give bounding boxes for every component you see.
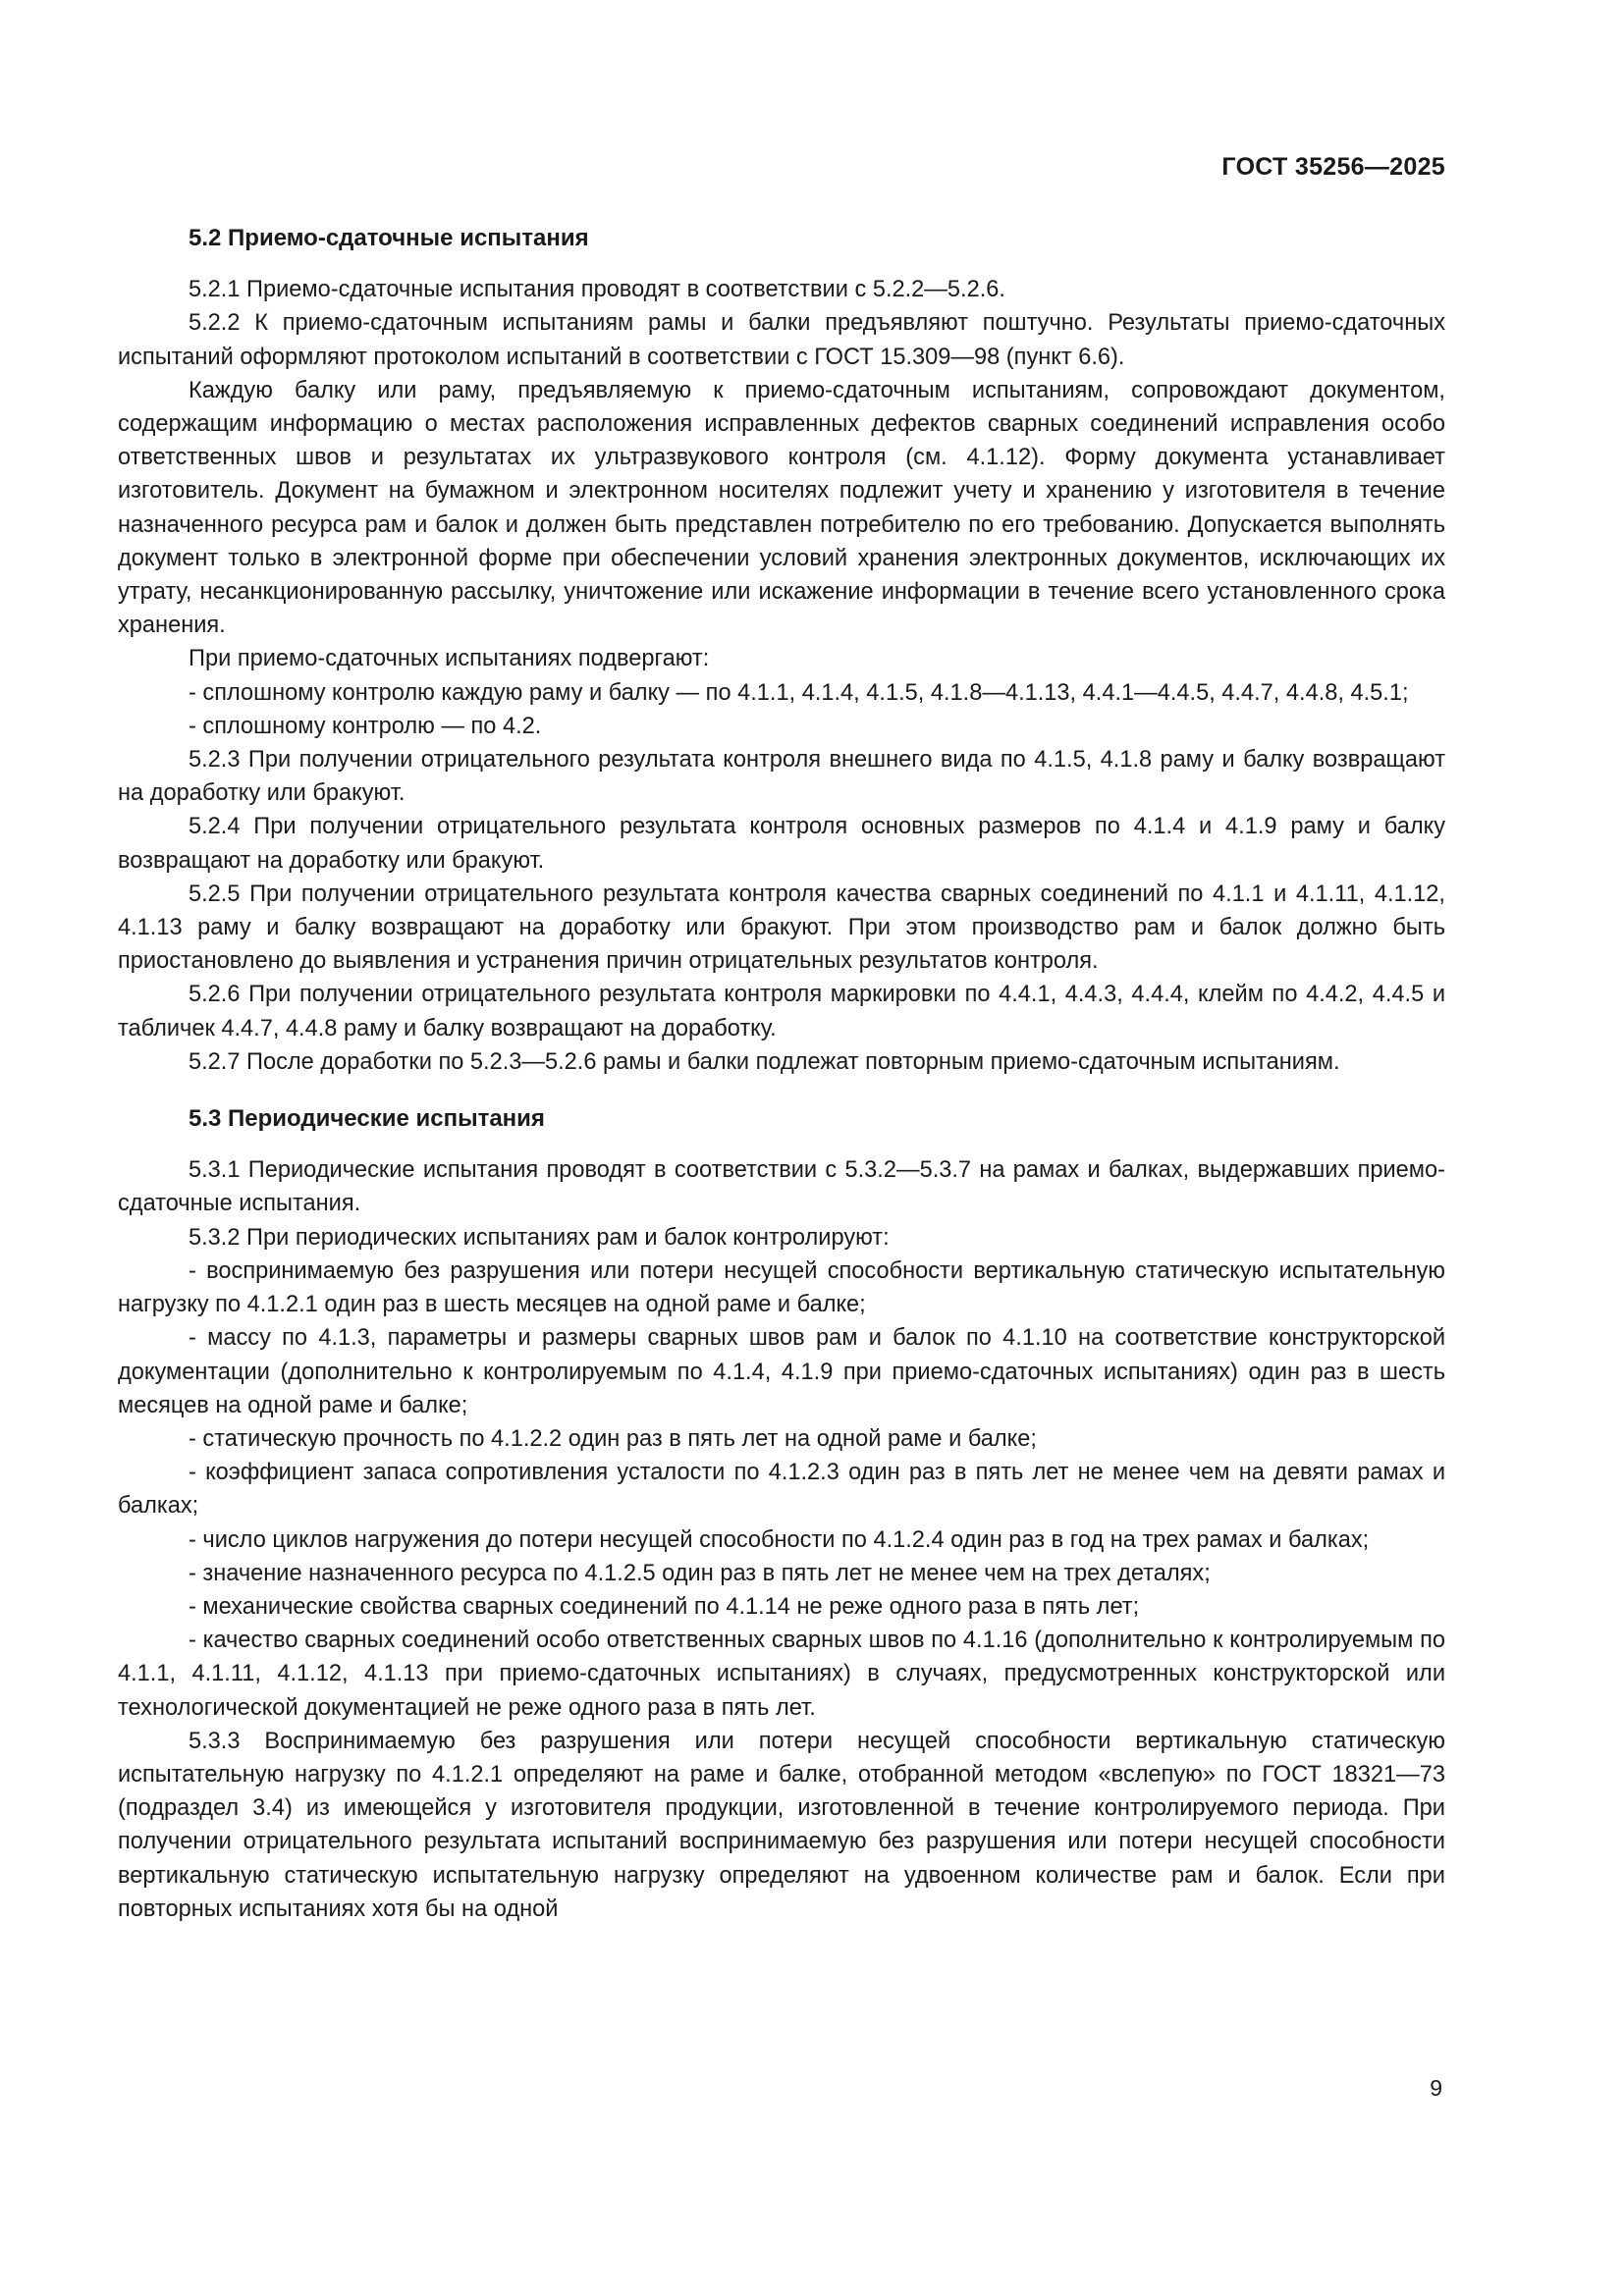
paragraph: 5.2.7 После доработки по 5.2.3—5.2.6 рамы и балки подлежат повторным приемо-сдаточным испытаниям. — [189, 1048, 1340, 1075]
paragraph: 5.3.2 При периодических испытаниях рам и балок контролируют: — [189, 1224, 890, 1251]
paragraph: 5.2.6 При получении отрицательного результата контроля маркировки по 4.4.1, 4.4.3, 4.4.4, клейм по 4.4.2, 4.4.5 и табличек 4.4.7, 4.4.8 раму и балку возвращают на доработку. — [118, 982, 1445, 1041]
paragraph: При приемо-сдаточных испытаниях подвергают: — [189, 646, 710, 672]
paragraph: 5.3.1 Периодические испытания проводят в соответствии с 5.3.2—5.3.7 на рамах и балках, выдержавших приемо-сдаточные испытания. — [118, 1157, 1445, 1217]
paragraph: 5.2.3 При получении отрицательного результата контроля внешнего вида по 4.1.5, 4.1.8 раму и балку возвращают на доработку или бракуют. — [118, 747, 1445, 807]
paragraph: 5.2.1 Приемо-сдаточные испытания проводят в соответствии с 5.2.2—5.2.6. — [189, 277, 1005, 303]
paragraph: 5.2.5 При получении отрицательного результата контроля качества сварных соединений по 4.1.1 и 4.1.11, 4.1.12, 4.1.13 раму и балку возвращают на доработку или бракуют. При этом производство рам и балок должно быть приостановлено до выявления и устранения причин отрицательных результатов контроля. — [118, 881, 1445, 975]
list-item: - массу по 4.1.3, параметры и размеры сварных швов рам и балок по 4.1.10 на соответствие конструкторской документации (дополнительно к контролируемым по 4.1.4, 4.1.9 при приемо-сдаточных испытаниях) один раз в шесть месяцев на одной раме и балке; — [118, 1325, 1445, 1418]
section-heading-5-2: 5.2 Приемо-сдаточные испытания — [189, 225, 589, 251]
paragraph: Каждую балку или раму, предъявляемую к приемо-сдаточным испытаниям, сопровождают документом, содержащим информацию о местах расположения исправленных дефектов сварных соединений исправления особо ответственных швов и результатах их ультразвукового контроля (см. 4.1.12). Форму документа устанавливает изготовитель. Документ на бумажном и электронном носителях подлежит учету и хранению у изготовителя в течение назначенного ресурса рам и балок и должен быть представлен потребителю по его требованию. Допускается выполнять документ только в электронной форме при обеспечении условий хранения электронных документов, исключающих их утрату, несанкционированную рассылку, уничтожение или искажение информации в течение всего установленного срока хранения. — [118, 377, 1445, 639]
list-item: - число циклов нагружения до потери несущей способности по 4.1.2.4 один раз в год на трех рамах и балках; — [189, 1526, 1370, 1553]
list-item: - статическую прочность по 4.1.2.2 один раз в пять лет на одной раме и балке; — [189, 1425, 1037, 1452]
paragraph: 5.3.3 Воспринимаемую без разрушения или потери несущей способности вертикальную статическую испытательную нагрузку по 4.1.2.1 определяют на раме и балке, отобранной методом «вслепую» по ГОСТ 18321—73 (подраздел 3.4) из имеющейся у изготовителя продукции, изготовленной в течение контролируемого периода. При получении отрицательного результата испытаний воспринимаемую без разрушения или потери несущей способности вертикальную статическую испытательную нагрузку определяют на удвоенном количестве рам и балок. Если при повторных испытаниях хотя бы на одной — [118, 1728, 1445, 1922]
list-item: - сплошному контролю — по 4.2. — [189, 713, 542, 739]
list-item: - значение назначенного ресурса по 4.1.2.5 один раз в пять лет не менее чем на трех деталях; — [189, 1560, 1211, 1586]
list-item: - механические свойства сварных соединений по 4.1.14 не реже одного раза в пять лет; — [189, 1593, 1140, 1620]
section-heading-5-3: 5.3 Периодические испытания — [189, 1105, 545, 1133]
document-body — [118, 222, 1445, 1926]
list-item: - качество сварных соединений особо ответственных сварных швов по 4.1.16 (дополнительно к контролируемым по 4.1.1, 4.1.11, 4.1.12, 4.1.13 при приемо-сдаточных испытаниях) в случаях, предусмотренных конструкторской или технологической документацией не реже одного раза в пять лет. — [118, 1628, 1445, 1721]
paragraph: 5.2.2 К приемо-сдаточным испытаниям рамы и балки предъявляют поштучно. Результаты приемо-сдаточных испытаний оформляют протоколом испытаний в соответствии с ГОСТ 15.309—98 (пункт 6.6). — [118, 310, 1445, 370]
paragraph: 5.2.4 При получении отрицательного результата контроля основных размеров по 4.1.4 и 4.1.9 раму и балку возвращают на доработку или бракуют. — [118, 814, 1445, 874]
list-item: - коэффициент запаса сопротивления усталости по 4.1.2.3 один раз в пять лет не менее чем на девяти рамах и балках; — [118, 1460, 1445, 1520]
page-number: 9 — [1430, 2075, 1442, 2101]
document-id-header: ГОСТ 35256—2025 — [1221, 153, 1445, 181]
list-item: - воспринимаемую без разрушения или потери несущей способности вертикальную статическую испытательную нагрузку по 4.1.2.1 один раз в шесть месяцев на одной раме и балке; — [118, 1257, 1445, 1318]
list-item: - сплошному контролю каждую раму и балку — по 4.1.1, 4.1.4, 4.1.5, 4.1.8—4.1.13, 4.4.1—4.4.5, 4.4.7, 4.4.8, 4.5.1; — [189, 679, 1409, 706]
